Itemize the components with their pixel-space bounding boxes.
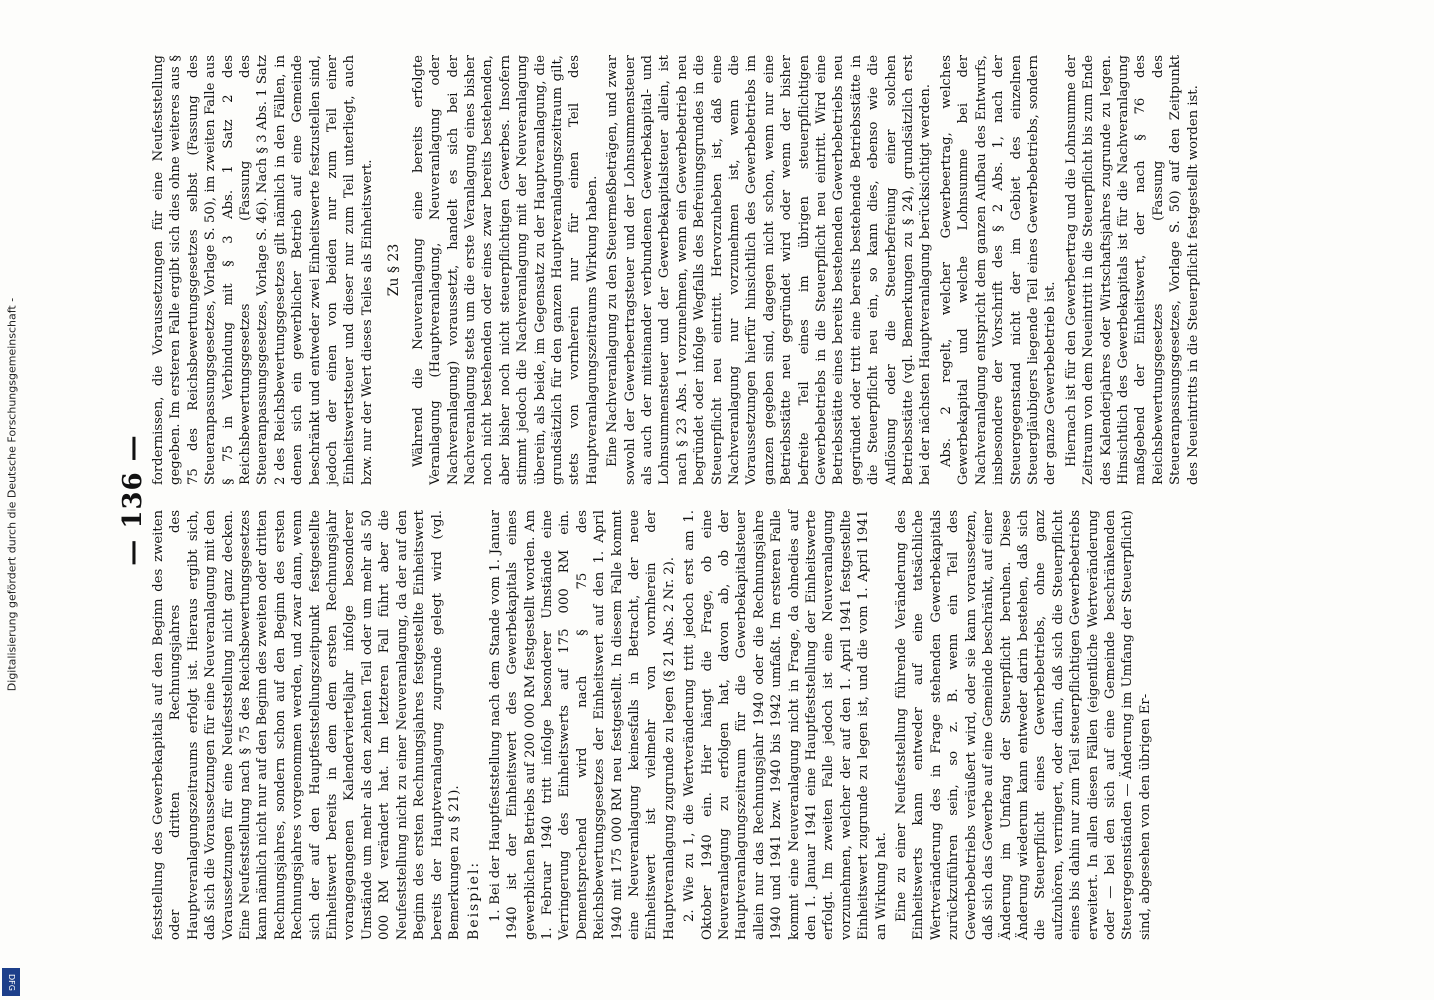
paragraph: fordernissen, die Voraussetzungen für eine Neufeststellung gegeben. Im ersteren Falle ergibt sich dies ohne weiteres aus § 75 des Reichsbewertungsgesetzes selbst (Fassung des Steueranpassungsgesetzes, Vorlage S. 50), im zweiten Falle aus § 75 in Verbindung mit § 3 Abs. 1 Satz 2 des Reichsbewertungsgesetzes (Fassung des Steueranpassungsgesetzes, Vorlage S. 46). Nach § 3 Abs. 1 Satz 2 des Reichsbewertungsgesetzes gilt nämlich in den Fällen, in denen sich ein gewerblicher Betrieb auf eine Gemeinde beschränkt und entweder zwei Einheitswerte festzustellen sind, jedoch der einen von beiden nur zum Teil einer Einheitswertsteuer und dieser nur zum Teil unterliegt, auch bzw. nur der Wert dieses Teiles als Einheitswert.	[151, 55, 375, 485]
paragraph: Abs. 2 regelt, welcher Gewerbeertrag, welches Gewerbekapital und welche Lohnsumme bei der Nachveranlagung entspricht dem ganzen Aufbau des Entwurfs, insbesondere der Vorschrift des § 2 Abs. 1, nach der Steuergegenstand nicht der im Gebiet des einzelnen Steuergläubigers liegende Teil eines Gewerbebetriebs, sondern der ganze Gewerbebetrieb ist.	[938, 55, 1059, 485]
paragraph: Eine zu einer Neufeststellung führende Veränderung des Einheitswerts kann entweder auf eine tatsächliche Wertveränderung des in Frage stehenden Gewerbekapitals zurückzuführen sein, so z. B. wenn ein Teil des Gewerbebetriebs veräußert wird, oder sie kann voraussetzen, daß sich das Gewerbe auf eine Gemeinde beschränkt, auf einer Änderung im Umfang der Steuerpflicht beruhen. Diese Änderung wiederum kann entweder darin bestehen, daß sich die Steuerpflicht eines Gewerbebetriebs, ohne ganz aufzuhören, verringert, oder darin, daß sich die Steuerpflicht eines bis dahin nur zum Teil steuerpflichtigen Gewerbebetriebs erweitert. In allen diesen Fällen (eigentliche Wertveränderung oder — bei den sich auf eine Gemeinde beschränkenden Steuergegenständen — Änderung im Umfang der Steuerpflicht) sind, abgesehen von den übrigen Er-	[894, 510, 1153, 940]
page-number: — 136 —	[118, 434, 148, 566]
paragraph: feststellung des Gewerbekapitals auf den Beginn des zweiten oder dritten Rechnungsjahres des Hauptveranlagungszeitraums erfolgt ist. Hieraus ergibt sich, daß sich die Voraussetzungen für eine Neuveranlagung mit den Voraussetzungen für eine Neufeststellung nicht ganz decken. Eine Neufeststellung nach § 75 des Reichsbewertungsgesetzes kann nämlich nicht nur auf den Beginn des zweiten oder dritten Rechnungsjahres, sondern schon auf den Beginn des ersten Rechnungsjahres vorgenommen werden, und zwar dann, wenn sich der auf den Hauptfeststellungszeitpunkt festgestellte Einheitswert bereits in dem dem ersten Rechnungsjahr vorangegangenen Kalendervierteljahr infolge besonderer Umstände um mehr als den zehnten Teil oder um mehr als 50 000 RM verändert hat. Im letzteren Fall führt aber die Neufeststellung nicht zu einer Neuveranlagung, da der auf den Beginn des ersten Rechnungsjahres festgestellte Einheitswert bereits der Hauptveranlagung zugrunde gelegt wird (vgl. Bemerkungen zu § 21).	[151, 510, 462, 940]
left-column	[150, 510, 1157, 940]
digitization-credit	[2, 0, 22, 1000]
example-heading: Beispiel:	[466, 860, 483, 940]
dfg-logo: DFG	[2, 968, 20, 996]
right-column	[150, 55, 1205, 485]
credit-text: Digitalisierung gefördert durch die Deutsche Forschungsgemeinschaft -	[5, 297, 19, 692]
paragraph: Hiernach ist für den Gewerbeertrag und die Lohnsumme der Zeitraum von dem Neueintritt in die Steuerpflicht bis zum Ende des Kalenderjahres oder Wirtschaftsjahres zugrunde zu legen. Hinsichtlich des Gewerbekapitals ist für die Nachveranlagung maßgebend der Einheitswert, der nach § 76 des Reichsbewertungsgesetzes (Fassung des Steueranpassungsgesetzes, Vorlage S. 50) auf den Zeitpunkt des Neueintritts in die Steuerpflicht festgestellt worden ist.	[1063, 55, 1201, 485]
paragraph: 1. Bei der Hauptfeststellung nach dem Stande vom 1. Januar 1940 ist der Einheitswert des Gewerbekapitals eines gewerblichen Betriebs auf 200 000 RM festgestellt worden. Am 1. Februar 1940 tritt infolge besonderer Umstände eine Verringerung des Einheitswerts auf 175 000 RM ein. Dementsprechend wird nach § 75 des Reichsbewertungsgesetzes der Einheitswert auf den 1. April 1940 mit 175 000 RM neu festgestellt. In diesem Falle kommt eine Neuveranlagung keinesfalls in Betracht, der neue Einheitswert ist vielmehr von vornherein der Hauptveranlagung zugrunde zu legen (§ 21 Abs. 2 Nr. 2).	[487, 510, 677, 940]
paragraph: Eine Nachveranlagung zu den Steuermeßbeträgen, und zwar sowohl der Gewerbeertragsteuer und der Lohnsummensteuer als auch der miteinander verbundenen Gewerbekapital- und Lohnsummensteuer und der Gewerbekapitalsteuer allein, ist nach § 23 Abs. 1 vorzunehmen, wenn ein Gewerbebetrieb neu begründet oder infolge Wegfalls des Befreiungsgrundes in die Steuerpflicht neu eintritt. Hervorzuheben ist, daß eine Nachveranlagung nur vorzunehmen ist, wenn die Voraussetzungen hierfür hinsichtlich des Gewerbebetriebs im ganzen gegeben sind, dagegen nicht schon, wenn nur eine Betriebsstätte neu gegründet wird oder wenn der bisher befreite Teil eines im übrigen steuerpflichtigen Gewerbebetriebs in die Steuerpflicht neu eintritt. Wird eine Betriebsstätte eines bereits bestehenden Gewerbebetriebs neu gegründet oder tritt eine bereits bestehende Betriebsstätte in die Steuerpflicht neu ein, so kann dies, ebenso wie die Auflösung oder die Steuerbefreiung einer solchen Betriebsstätte (vgl. Bemerkungen zu § 24), grundsätzlich erst bei der nächsten Hauptveranlagung berücksichtigt werden.	[605, 55, 934, 485]
paragraph: Während die Neuveranlagung eine bereits erfolgte Veranlagung (Hauptveranlagung, Neuveranlagung oder Nachveranlagung) voraussetzt, handelt es sich bei der Nachveranlagung stets um die erste Veranlagung eines bisher noch nicht bestehenden oder eines zwar bereits bestehenden, aber bisher noch nicht steuerpflichtigen Gewerbes. Insofern stimmt jedoch die Nachveranlagung mit der Neuveranlagung überein, als beide, im Gegensatz zu der Hauptveranlagung, die grundsätzlich für den ganzen Hauptveranlagungszeitraum gilt, stets von vornherein nur für einen Teil des Hauptveranlagungszeitraums Wirkung haben.	[410, 55, 600, 485]
section-heading: Zu § 23	[386, 243, 403, 297]
paragraph: 2. Wie zu 1, die Wertveränderung tritt jedoch erst am 1. Oktober 1940 ein. Hier hängt die Frage, ob eine Neuveranlagung zu erfolgen hat, davon ab, ob der Hauptveranlagungszeitraum für die Gewerbekapitalsteuer allein nur das Rechnungsjahr 1940 oder die Rechnungsjahre 1940 und 1941 bzw. 1940 bis 1942 umfaßt. Im ersteren Falle kommt eine Neuveranlagung nicht in Frage, da ohnedies auf den 1. Januar 1941 eine Hauptfeststellung der Einheitswerte erfolgt. Im zweiten Falle jedoch ist eine Neuveranlagung vorzunehmen, welcher der auf den 1. April 1941 festgestellte Einheitswert zugrunde zu legen ist, und die vom 1. April 1941 an Wirkung hat.	[682, 510, 889, 940]
